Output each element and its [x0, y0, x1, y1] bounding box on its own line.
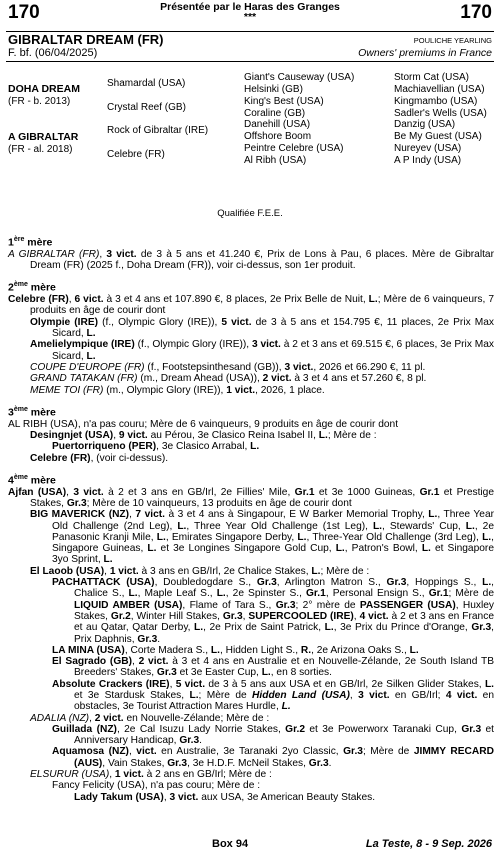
produce-el-laoob: El Laoob (USA), 1 vict. à 3 ans en GB/Irl, 2e Chalice Stakes, L.; Mère de :	[30, 565, 370, 577]
pedigree-gen4: A P Indy (USA)	[394, 155, 462, 166]
pedigree-gen3: Peintre Celebre (USA)	[244, 143, 344, 154]
produce-coupe: COUPE D'EUROPE (FR) (f., Footstepsinthesand (GB)), 3 vict., 2026 et 66.290 €, 11 pl.	[30, 361, 426, 373]
produce-fancy-felicity: Fancy Felicity (USA), n'a pas couru; Mère de :	[52, 780, 261, 792]
section-fourth-dam: 4ème mère	[8, 473, 56, 487]
pedigree-gen4: Storm Cat (USA)	[394, 72, 470, 83]
pedigree-gen3: King's Best (USA)	[244, 96, 324, 107]
produce-aquamosa: Aquamosa (NZ), vict. en Australie, 3e Taranaki 2yo Classic, Gr.3; Mère de JIMMY RECARD (AUS), Vain Stakes, Gr.3, 3e H.D.F. McNeil Stakes, Gr.3.	[52, 746, 494, 769]
horse-details: F. bf. (06/04/2025)	[8, 47, 98, 59]
produce-celebre: Celebre (FR), (voir ci-dessus).	[30, 452, 169, 464]
produce-el-sagrado: El Sagrado (GB), 2 vict. à 3 et 4 ans en Australie et en Nouvelle-Zélande, 2e South Island TB Breeders' Stakes, Gr.3 et 3e Easter Cup, L., en 8 sorties.	[52, 656, 494, 679]
pedigree-gen2: Shamardal (USA)	[107, 78, 186, 89]
pedigree-gen2: Crystal Reef (GB)	[107, 102, 186, 113]
sale-date: La Teste, 8 - 9 Sep. 2026	[365, 838, 492, 850]
produce-olympie: Olympie (IRE) (f., Olympic Glory (IRE)), 5 vict. de 3 à 5 ans et 154.795 €, 11 places, 2e Prix Max Sicard, L.	[30, 316, 495, 340]
pedigree-gen3: Giant's Causeway (USA)	[244, 72, 355, 83]
lot-number-right: 170	[460, 2, 492, 23]
produce-elsurur: ELSURUR (USA), 1 vict. à 2 ans en GB/Irl; Mère de :	[30, 769, 272, 781]
produce-pachattack: PACHATTACK (USA), Doubledogdare S., Gr.3, Arlington Matron S., Gr.3, Hoppings S., L., Chalice S., L., Maple Leaf S., L., 2e Spinster S., Gr.1, Personal Ensign S., Gr.1; Mère de LIQUID AMBER (USA), Flame of Tara S., Gr.3; 2° mère de PASSENGER (USA), Huxley Stakes, Gr.2, Winter Hill Stakes, Gr.3, SUPERCOOLED (IRE), 4 vict. à 2 et 3 ans en France et au Qatar, Qatar Derby, L., 2e Prix de Saint Patrick, L., 3e Prix du Prince d'Orange, Gr.3, Prix Daphnis, Gr.3.	[52, 577, 495, 645]
pedigree-gen2: Rock of Gibraltar (IRE)	[107, 125, 209, 136]
first-dam-text: A GIBRALTAR (FR), 3 vict. de 3 à 5 ans et 41.240 €, Prix de Lons à Pau, 6 places. Mère de Gibraltar Dream (FR) (2025 f., Doha Dream (FR)), voir ci-dessus, son 1er produit.	[8, 248, 494, 272]
owners-premiums: Owners' premiums in France	[358, 47, 492, 59]
box-number: Box 94	[212, 838, 249, 850]
stars: ***	[243, 11, 257, 23]
lot-number-left: 170	[8, 2, 40, 23]
horse-name: GIBRALTAR DREAM (FR)	[8, 32, 164, 47]
produce-amelielympique: Amelielympique (IRE) (f., Olympic Glory (IRE)), 3 vict. à 2 et 3 ans et 69.515 €, 6 places, 3e Prix Max Sicard, L.	[30, 339, 495, 362]
sire-info: (FR - b. 2013)	[8, 96, 71, 107]
pedigree-gen4: Be My Guest (USA)	[394, 131, 482, 142]
divider-name	[6, 61, 494, 62]
pedigree-gen3: Offshore Boom	[244, 131, 312, 142]
dam-info: (FR - al. 2018)	[8, 144, 73, 155]
pedigree-gen4: Danzig (USA)	[394, 119, 456, 130]
produce-absolute-crackers: Absolute Crackers (IRE), 5 vict. de 3 à 5 ans aux USA et en GB/Irl, 2e Silken Glider Stakes, L. et 3e Stardusk Stakes, L.; Mère de Hidden Land (USA), 3 vict. en GB/Irl; 4 vict. en obstacles, 3e Tourist Attraction Mares Hurdle, L.	[52, 678, 494, 713]
presenter-text: Présentée par le Haras des Granges	[160, 1, 340, 13]
qualification: Qualifiée F.E.E.	[217, 208, 283, 219]
produce-guillada: Guillada (NZ), 2e Cal Isuzu Lady Norrie Stakes, Gr.2 et 3e Powerworx Taranaki Cup, Gr.3 et Anniversary Handicap, Gr.3.	[52, 723, 495, 747]
page-header	[0, 0, 500, 30]
pedigree-gen3: Coraline (GB)	[244, 108, 306, 119]
section-second-dam: 2ème mère	[8, 281, 56, 294]
dam-name: A GIBRALTAR	[8, 131, 79, 143]
pedigree-gen4: Machiavellian (USA)	[394, 84, 485, 95]
third-dam-text: AL RIBH (USA), n'a pas couru; Mère de 6 vainqueurs, 9 produits en âge de courir dont	[8, 418, 399, 430]
section-third-dam: 3ème mère	[8, 405, 56, 419]
pedigree-gen4: Nureyev (USA)	[394, 143, 462, 154]
horse-title-block	[8, 32, 492, 60]
pedigree-gen3: Al Ribh (USA)	[244, 155, 307, 166]
sire-name: DOHA DREAM	[8, 83, 80, 95]
pedigree-gen4: Kingmambo (USA)	[394, 96, 478, 107]
fourth-dam-text: Ajfan (USA), 3 vict. à 2 et 3 ans en GB/Irl, 2e Fillies' Mile, Gr.1 et 3e 1000 Guineas, Gr.1 et Prestige Stakes, Gr.3; Mère de 10 vainqueurs, 13 produits en âge de courir dont	[8, 486, 494, 509]
pedigree-gen2: Celebre (FR)	[107, 149, 165, 160]
presented-by	[0, 2, 500, 22]
catalogue-text	[8, 226, 494, 803]
produce-grand-tatakan: GRAND TATAKAN (FR) (m., Dream Ahead (USA)), 2 vict. à 3 et 4 ans et 57.260 €, 8 pl.	[30, 373, 427, 385]
produce-big-maverick: BIG MAVERICK (NZ), 7 vict. à 3 et 4 ans à Singapour, E W Barker Memorial Trophy, L., Three Year Old Challenge (2nd Leg), L., Three Year Old Challenge (1st Leg), L., Stewards' Cup, L., 2e Panasonic Kranji Mile, L., Emirates Singapore Derby, L., Three-Year Old Challenge (3rd Leg), L., Singapore Guineas, L. et 3e Longines Singapore Gold Cup, L., Patron's Bowl, L. et Singapore 3yo Sprint, L.	[30, 509, 494, 566]
produce-adalia: ADALIA (NZ), 2 vict. en Nouvelle-Zélande; Mère de :	[30, 712, 270, 724]
produce-desingnjet: Desingnjet (USA), 9 vict. au Pérou, 3e Clasico Reina Isabel II, L.; Mère de :	[30, 429, 377, 441]
produce-meme-toi: MEME TOI (FR) (m., Olympic Glory (IRE)), 1 vict., 2026, 1 place.	[30, 384, 325, 396]
horse-category: POULICHE YEARLING	[413, 36, 492, 45]
produce-lady-takum: Lady Takum (USA), 3 vict. aux USA, 3e American Beauty Stakes.	[74, 791, 376, 803]
produce-la-mina: LA MINA (USA), Corte Madera S., L., Hidden Light S., R., 2e Arizona Oaks S., L.	[52, 644, 419, 656]
section-first-dam: 1ère mère	[8, 236, 53, 249]
second-dam-text: Celebre (FR), 6 vict. à 3 et 4 ans et 107.890 €, 8 places, 2e Prix Belle de Nuit, L.; Mère de 6 vainqueurs, 7 produits en âge de courir dont	[8, 294, 494, 317]
pedigree-gen3: Helsinki (GB)	[244, 84, 303, 95]
produce-puertorriqueno: Puertorriqueno (PER), 3e Clasico Arrabal, L.	[52, 441, 260, 453]
pedigree-gen3: Danehill (USA)	[244, 119, 311, 130]
pedigree-gen4: Sadler's Wells (USA)	[394, 108, 487, 119]
